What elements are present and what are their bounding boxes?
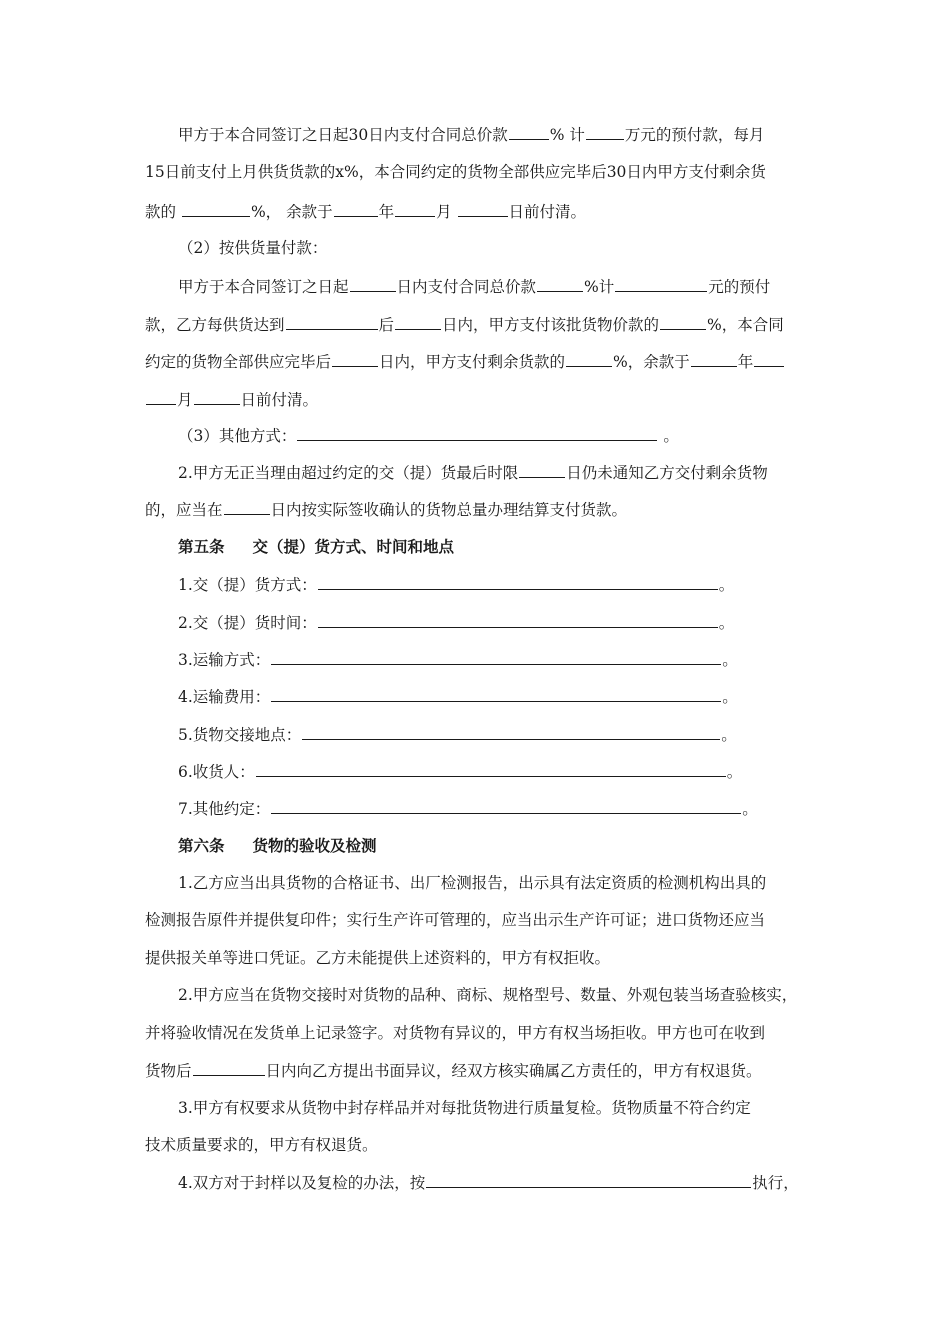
text-line: 3.甲方有权要求从货物中封存样品并对每批货物进行质量复检。货物质量不符合约定 <box>178 1099 751 1117</box>
fill-blank <box>332 351 378 367</box>
text-line: 的，应当在 日内按实际签收确认的货物总量办理结算支付货款。 <box>145 501 628 519</box>
clause-heading: 第六条 货物的验收及检测 <box>178 836 377 855</box>
form-line: 7.其他约定： 。 <box>178 800 758 818</box>
fill-blank <box>458 201 508 217</box>
fill-blank <box>691 351 737 367</box>
fill-blank <box>537 276 583 292</box>
text-line: 月 日前付清。 <box>145 389 318 410</box>
form-line: 3.运输方式： 。 <box>178 651 738 669</box>
fill-blank <box>182 201 250 217</box>
text-line: 甲方于本合同签订之日起30日内支付合同总价款 % 计 万元的预付款，每月 <box>178 126 765 144</box>
fill-blank <box>318 574 718 590</box>
form-line: 2.交（提）货时间： 。 <box>178 614 735 632</box>
text-line: 并将验收情况在发货单上记录签字。对货物有异议的，甲方有权当场拒收。甲方也可在收到 <box>145 1024 766 1042</box>
fill-blank <box>256 761 726 777</box>
form-line: 1.交（提）货方式： 。 <box>178 576 735 594</box>
text-line: 约定的货物全部供应完毕后 日内，甲方支付剩余货款的 %，余款于 年 <box>145 351 785 372</box>
fill-blank <box>194 389 240 405</box>
fill-blank <box>586 124 624 140</box>
text-line: 款的 %， 余款于 年 月 日前付清。 <box>145 203 587 221</box>
fill-blank <box>271 649 721 665</box>
text-line: 2.甲方应当在货物交接时对货物的品种、商标、规格型号、数量、外观包装当场查验核实， <box>178 986 798 1004</box>
text-line: 技术质量要求的，甲方有权退货。 <box>145 1136 378 1154</box>
fill-blank <box>286 314 378 330</box>
fill-blank <box>395 201 435 217</box>
fill-blank <box>350 276 396 292</box>
fill-blank <box>297 425 657 441</box>
fill-blank <box>519 462 565 478</box>
fill-blank <box>224 499 270 515</box>
item-heading: （2）按供货量付款： <box>178 239 328 257</box>
fill-blank <box>615 276 707 292</box>
text-line: 1.乙方应当出具货物的合格证书、出厂检测报告，出示具有法定资质的检测机构出具的 <box>178 874 767 892</box>
text-line: 15日前支付上月供货货款的x%，本合同约定的货物全部供应完毕后30日内甲方支付剩余货 <box>145 163 766 181</box>
fill-blank <box>271 798 741 814</box>
form-line: 5.货物交接地点： 。 <box>178 726 737 744</box>
fill-blank <box>566 351 612 367</box>
form-line: 6.收货人： 。 <box>178 763 743 781</box>
text-line: 2.甲方无正当理由超过约定的交（提）货最后时限 日仍未通知乙方交付剩余货物 <box>178 464 768 482</box>
text-line: 4.双方对于封样以及复检的办法，按 执行， <box>178 1174 799 1192</box>
text-line: 货物后 日内向乙方提出书面异议，经双方核实确属乙方责任的，甲方有权退货。 <box>145 1062 762 1080</box>
fill-blank <box>395 314 441 330</box>
text-line: 甲方于本合同签订之日起 日内支付合同总价款 %计 元的预付 <box>178 278 771 296</box>
fill-blank <box>660 314 706 330</box>
fill-blank <box>509 124 549 140</box>
text-line: 检测报告原件并提供复印件；实行生产许可管理的，应当出示生产许可证；进口货物还应当 <box>145 911 766 929</box>
fill-blank <box>302 724 720 740</box>
text-line: （3）其他方式： 。 <box>178 427 679 445</box>
fill-blank <box>318 612 718 628</box>
fill-blank <box>754 351 784 367</box>
fill-blank <box>146 389 176 405</box>
fill-blank <box>271 686 721 702</box>
fill-blank <box>334 201 378 217</box>
text-line: 提供报关单等进口凭证。乙方未能提供上述资料的，甲方有权拒收。 <box>145 949 611 967</box>
fill-blank <box>193 1060 265 1076</box>
form-line: 4.运输费用： 。 <box>178 688 738 706</box>
clause-heading: 第五条 交（提）货方式、时间和地点 <box>178 537 455 556</box>
fill-blank <box>426 1172 751 1188</box>
text-line: 款，乙方每供货达到 后 日内，甲方支付该批货物价款的 %，本合同 <box>145 316 784 334</box>
